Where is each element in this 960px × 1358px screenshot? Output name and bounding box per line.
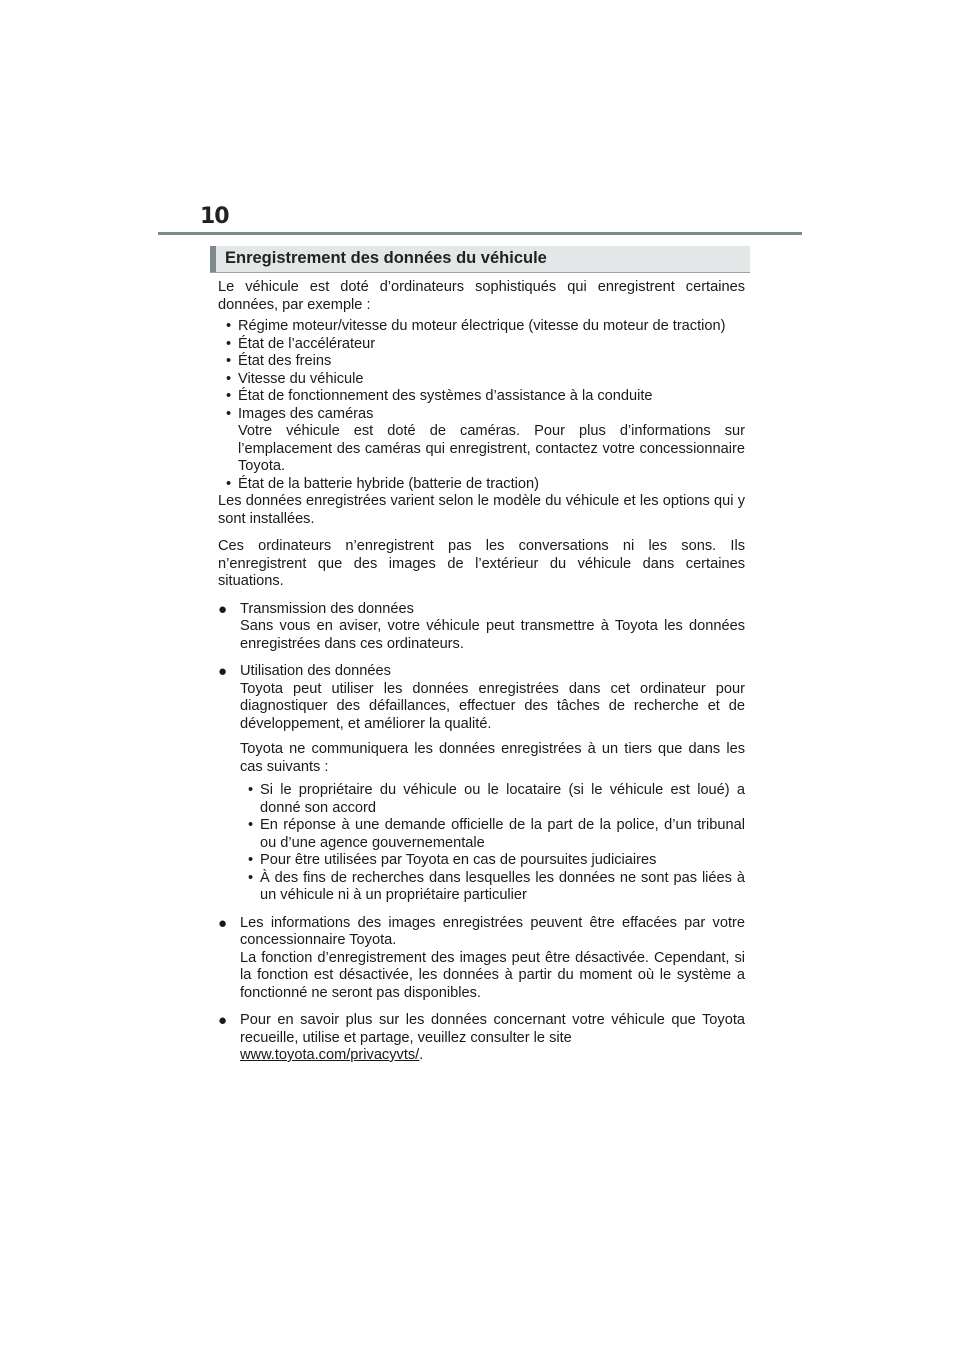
list-item: • Si le propriétaire du véhicule ou le locataire (si le véhicule est loué) a donné son accord (248, 782, 745, 816)
privacy-link[interactable]: www.toyota.com/privacyvts/ (240, 1047, 420, 1063)
list-item-subtext: Votre véhicule est doté de caméras. Pour plus d’informations sur l’emplacement des caméras qui enregistrent, contactez votre concessionnaire Toyota. (238, 423, 745, 474)
images-item (218, 915, 745, 1003)
section-header (210, 246, 750, 273)
recorded-data-list (218, 318, 745, 493)
usage-title: Utilisation des données (240, 663, 391, 679)
more-info-text: Pour en savoir plus sur les données concernant votre véhicule que Toyota recueille, utilise et partage, veuillez consulter le site (240, 1012, 745, 1046)
sounds-paragraph: Ces ordinateurs n’enregistrent pas les conversations ni les sons. Ils n’enregistrent que des images de l’extérieur du véhicule dans certaines situations. (218, 538, 745, 589)
usage-text: Toyota peut utiliser les données enregistrées dans cet ordinateur pour diagnostiquer des défaillances, effectuer des tâches de recherche et de développement, et améliorer la qualité. (240, 680, 745, 732)
circle-bullet-icon: ● (218, 914, 228, 932)
usage-item (218, 663, 745, 905)
usage-text-2: Toyota ne communiquera les données enregistrées à un tiers que dans les cas suivants : (240, 741, 745, 775)
transmission-title: Transmission des données (240, 600, 414, 617)
transmission-item (218, 601, 745, 654)
list-item: • Régime moteur/vitesse du moteur électrique (vitesse du moteur de traction) (226, 318, 726, 334)
circle-bullet-icon: ● (218, 600, 228, 618)
list-item: • Pour être utilisées par Toyota en cas de poursuites judiciaires (248, 852, 657, 868)
circle-bullet-icon: ● (218, 1012, 228, 1029)
circle-bullet-icon: ● (218, 663, 228, 680)
images-title: Les informations des images enregistrées peuvent être effacées par votre concessionnaire Toyota. (240, 914, 745, 948)
list-item: • Images des caméras Votre véhicule est doté de caméras. Pour plus d’informations sur l’emplacement des caméras qui enregistrent, contactez votre concessionnaire Toyota. (226, 405, 745, 474)
transmission-text: Sans vous en aviser, votre véhicule peut transmettre à Toyota les données enregistrées dans ces ordinateurs. (240, 618, 745, 652)
list-item: • À des fins de recherches dans lesquelles les données ne sont pas liées à un véhicule ni à un propriétaire particulier (248, 869, 745, 903)
page-number: 10 (200, 204, 229, 229)
list-item: • État de la batterie hybride (batterie de traction) (226, 475, 539, 492)
list-item: • État de l’accélérateur (226, 335, 376, 352)
list-item: • Vitesse du véhicule (226, 370, 364, 387)
section-header-bar (210, 246, 216, 272)
images-text: La fonction d’enregistrement des images peut être désactivée. Cependant, si la fonction est désactivée, les données à partir du moment où le système a fonctionné ne seront pas disponibles. (240, 949, 745, 1001)
top-rule (158, 232, 802, 235)
content (218, 279, 745, 1065)
list-item: • État de fonctionnement des systèmes d’assistance à la conduite (226, 388, 653, 404)
list-item: • En réponse à une demande officielle de la part de la police, d’un tribunal ou d’une agence gouvernementale (248, 817, 745, 851)
section-title: Enregistrement des données du véhicule (225, 249, 547, 267)
more-info-item (218, 1012, 745, 1065)
usage-cases-list (240, 782, 745, 905)
list-item: • État des freins (226, 353, 332, 369)
more-info-link-line: www.toyota.com/privacyvts/. (240, 1047, 424, 1063)
options-paragraph: Les données enregistrées varient selon le modèle du véhicule et les options qui y sont installées. (218, 493, 745, 527)
intro-paragraph: Le véhicule est doté d’ordinateurs sophistiqués qui enregistrent certaines données, par exemple : (218, 279, 745, 313)
